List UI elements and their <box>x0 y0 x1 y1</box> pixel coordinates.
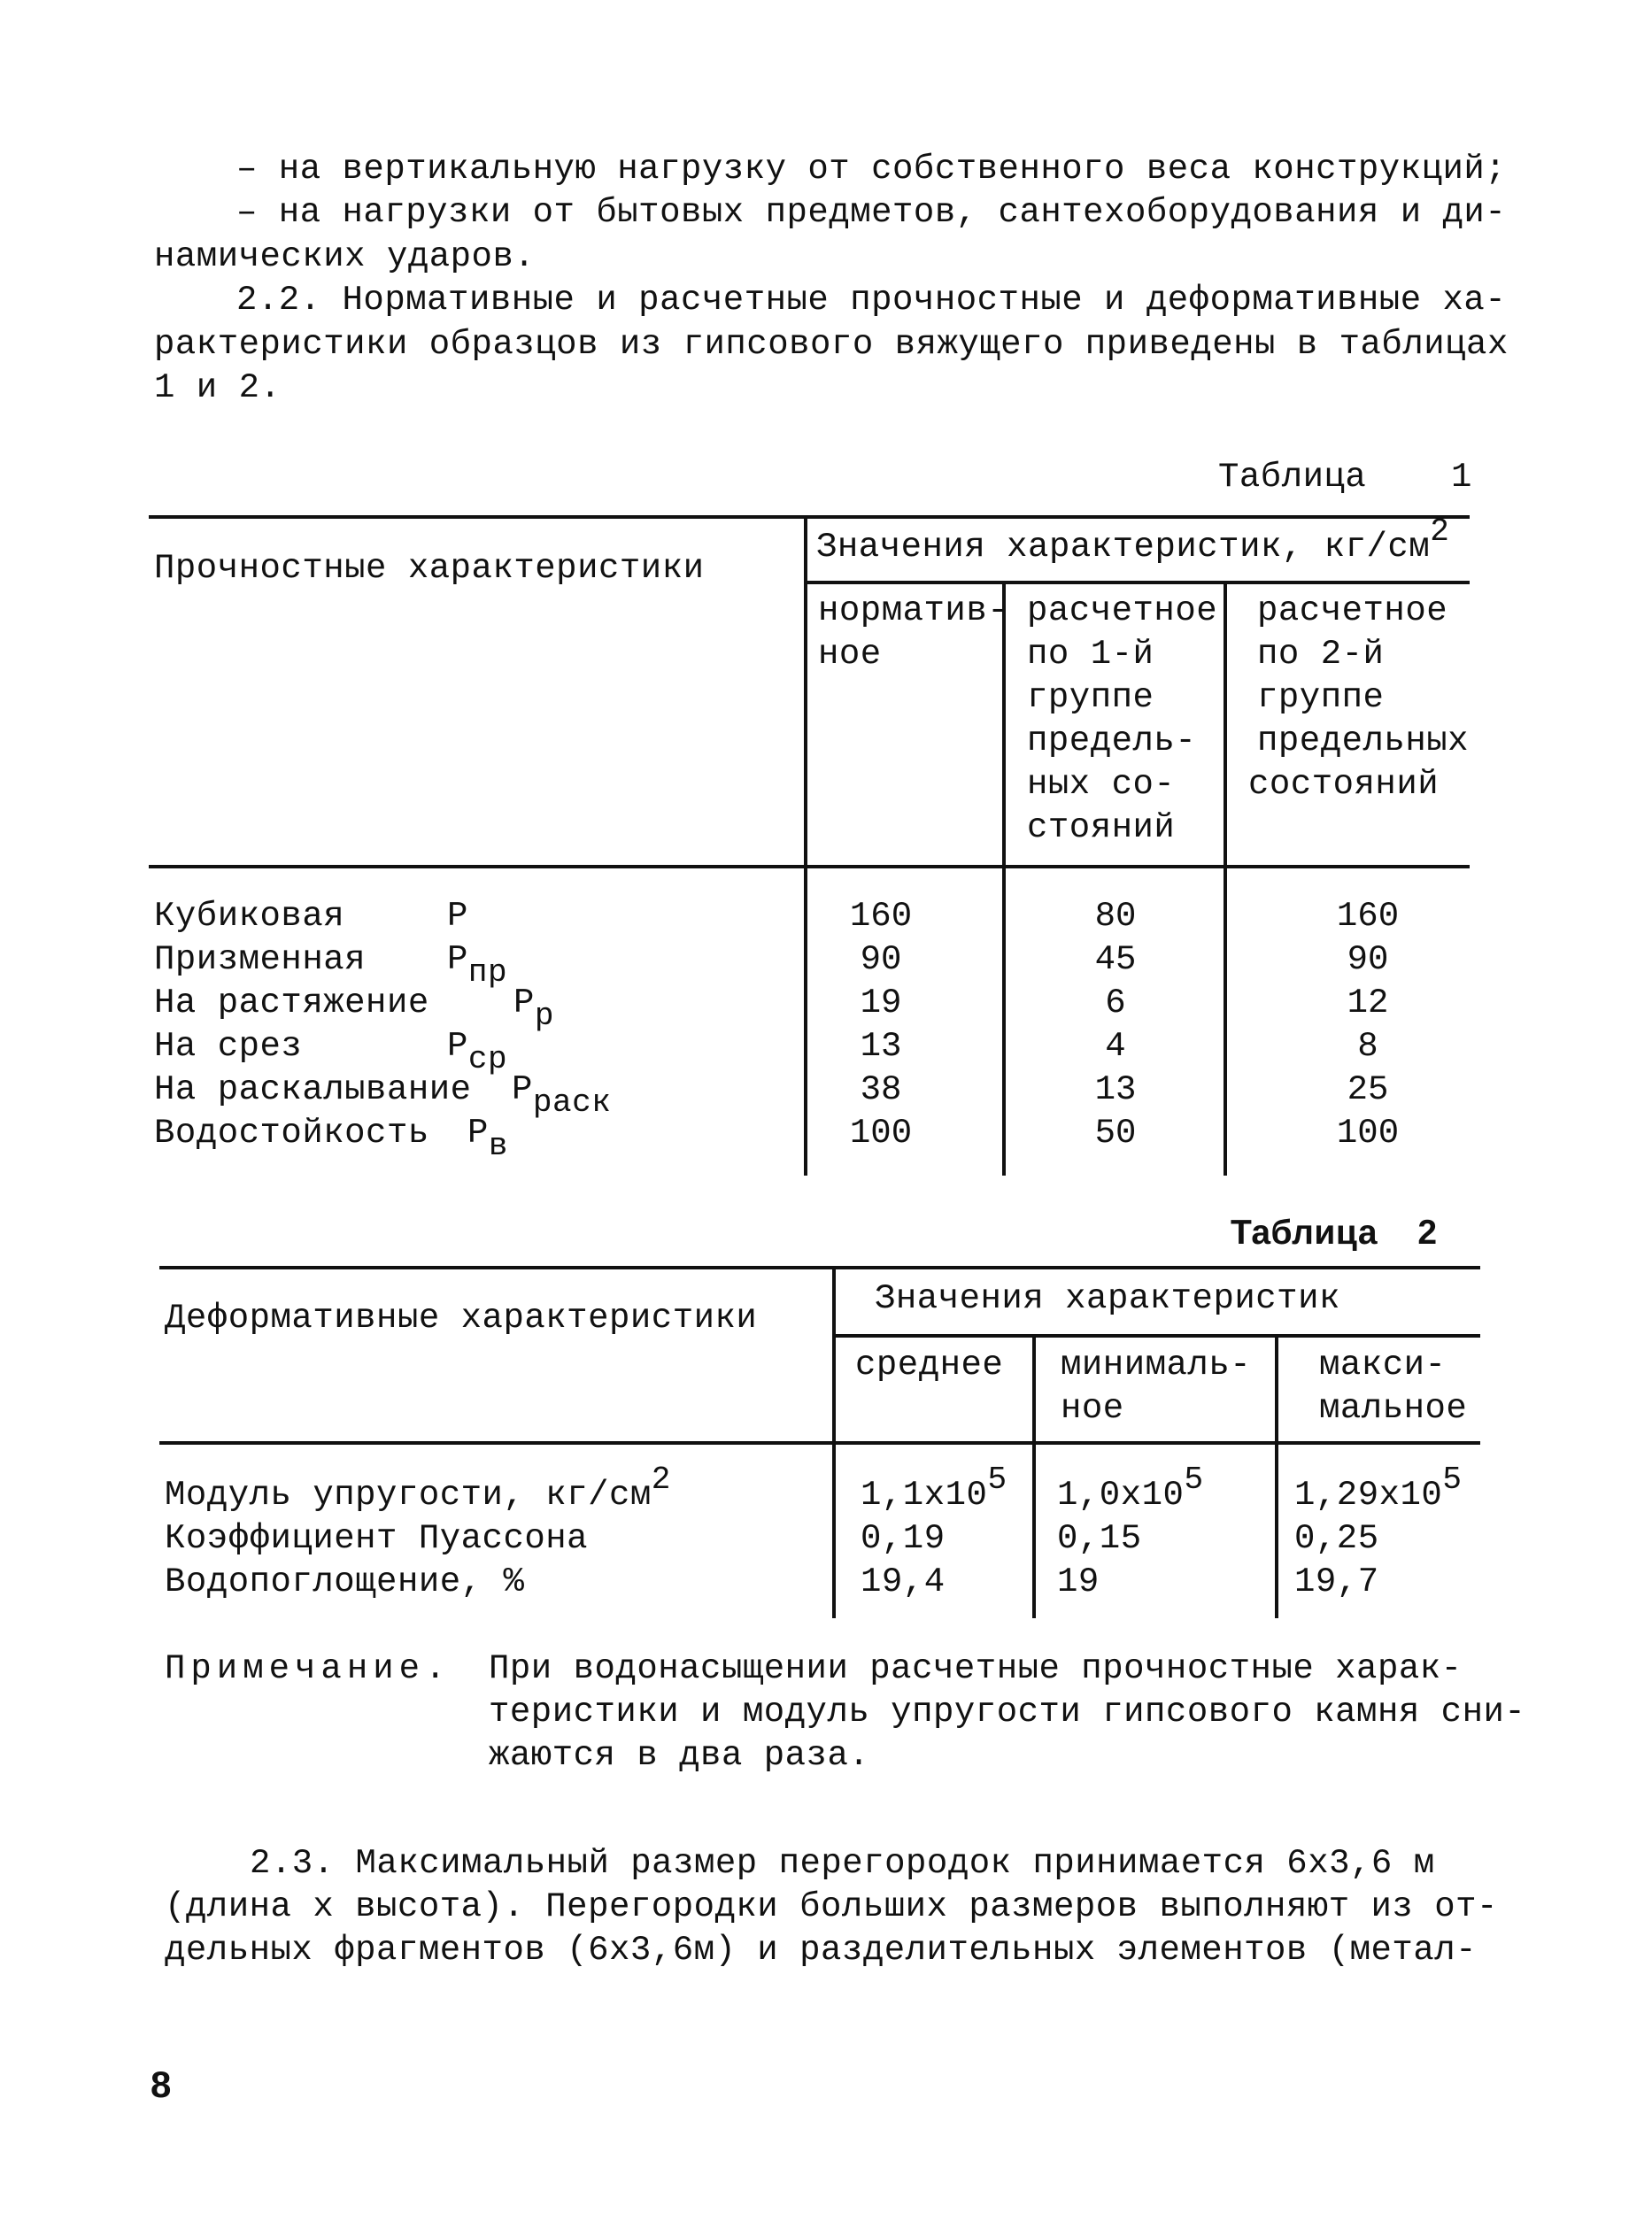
table1-row-5-v1: 38 <box>860 1070 902 1109</box>
section23-line-2: (длина x высота). Перегородки больших размеров выполняют из от- <box>165 1887 1498 1926</box>
table1-row-5-v2: 13 <box>1094 1070 1137 1109</box>
table1-col3-line-1: расчетное <box>1257 591 1448 630</box>
intro-line-5: рактеристики образцов из гипсового вяжущего приведены в таблицах <box>154 325 1509 364</box>
table1-col3-line-2: по 2-й <box>1257 635 1385 674</box>
table1-row-4-v3: 8 <box>1357 1027 1378 1066</box>
table2-vline-2 <box>1032 1336 1036 1618</box>
table2-row-2-v1: 0,19 <box>861 1519 946 1558</box>
table2-row-2-v3: 0,25 <box>1294 1519 1379 1558</box>
table1-col2-line-4: предель- <box>1027 721 1197 760</box>
intro-line-4: 2.2. Нормативные и расчетные прочностные и деформативные ха- <box>236 281 1507 320</box>
table1-col2-line-1: расчетное <box>1027 591 1218 630</box>
table2-row-2-v2: 0,15 <box>1057 1519 1142 1558</box>
table1-row-4-label: На срез <box>154 1027 303 1066</box>
table1-col3-line-5: состояний <box>1248 765 1440 804</box>
table1-row-2-v2: 45 <box>1094 940 1137 979</box>
table1-row-3-v2: 6 <box>1105 984 1126 1022</box>
table1-row-6-v3: 100 <box>1336 1114 1400 1153</box>
table2-row-1-v1: $1,1x10^5$ <box>861 1462 1007 1515</box>
table1-row-6-label: Водостойкость <box>154 1114 429 1153</box>
table1-row-3-symbol: $P_р$ <box>513 984 555 1034</box>
table2-caption: Таблица 2 <box>1231 1214 1438 1252</box>
table2-row-1-v3: $1,29x10^5$ <box>1294 1462 1463 1515</box>
table1-row-4-v1: 13 <box>860 1027 902 1066</box>
table1-row-3-label: На растяжение <box>154 984 429 1022</box>
table1-row-6-v2: 50 <box>1094 1114 1137 1153</box>
intro-line-6: 1 и 2. <box>154 368 282 407</box>
table1-vline-2 <box>1002 582 1006 1176</box>
note-line-3: жаются в два раза. <box>489 1736 870 1775</box>
table2-group-rule <box>832 1334 1480 1338</box>
table1-row-4-symbol: $P_{ср}$ <box>447 1027 508 1077</box>
table1-col2-line-5: ных со- <box>1027 765 1176 804</box>
intro-line-1: – на вертикальную нагрузку от собственного веса конструкций; <box>236 150 1507 189</box>
table1-row-6-symbol: $P_в$ <box>467 1114 509 1164</box>
table1-col3-line-4: предельных <box>1257 721 1470 760</box>
table1-row-1-v3: 160 <box>1336 897 1400 936</box>
table1-header-rule <box>149 865 1470 868</box>
page-number: 8 <box>151 2063 172 2105</box>
intro-line-2: – на нагрузки от бытовых предметов, сантехоборудования и ди- <box>236 193 1507 232</box>
table1-col2-line-2: по 1-й <box>1027 635 1154 674</box>
table1-col2-line-3: группе <box>1027 678 1154 717</box>
table2-row-3-v3: 19,7 <box>1294 1562 1379 1601</box>
table2-header-rule <box>159 1441 1480 1445</box>
table2-row-1-label: Модуль упругости, $кг/см^2$ <box>165 1462 671 1515</box>
table1-row-header: Прочностные характеристики <box>154 549 705 588</box>
intro-line-3: намических ударов. <box>154 237 536 276</box>
table2-vline-3 <box>1275 1336 1278 1618</box>
table1-group-header: Значения характеристик, $кг/см^2$ <box>816 513 1450 567</box>
table1-row-2-v1: 90 <box>860 940 902 979</box>
table1-top-rule <box>149 515 1470 519</box>
table2-row-2-label: Коэффициент Пуассона <box>165 1519 589 1558</box>
table1-row-2-label: Призменная <box>154 940 367 979</box>
table1-row-2-symbol: $P_{пр}$ <box>447 940 508 991</box>
table1-row-3-v3: 12 <box>1347 984 1389 1022</box>
table1-vline-3 <box>1224 582 1227 1176</box>
table1-row-5-v3: 25 <box>1347 1070 1389 1109</box>
table2-row-1-v2: $1,0x10^5$ <box>1057 1462 1204 1515</box>
table1-row-1-label: Кубиковая <box>154 897 345 936</box>
table1-row-1-v1: 160 <box>849 897 913 936</box>
table2-col3-line-2: мальное <box>1319 1389 1468 1428</box>
section23-line-3: дельных фрагментов (6x3,6м) и разделительных элементов (метал- <box>165 1931 1478 1970</box>
table2-group-header: Значения характеристик <box>875 1279 1340 1318</box>
table2-row-3-v1: 19,4 <box>861 1562 946 1601</box>
table1-caption: Таблица 1 <box>1218 458 1472 497</box>
note-label: Примечание. <box>165 1649 452 1688</box>
table1-group-rule <box>804 581 1470 584</box>
table1-col2-line-6: стояний <box>1027 808 1176 847</box>
table1-row-4-v2: 4 <box>1105 1027 1126 1066</box>
note-line-1: При водонасыщении расчетные прочностные харак- <box>489 1649 1463 1688</box>
table1-row-5-label: На раскалывание <box>154 1070 472 1109</box>
table2-col2-line-2: ное <box>1061 1389 1124 1428</box>
table2-col1-line-1: среднее <box>855 1346 1004 1385</box>
table2-col2-line-1: минималь- <box>1061 1346 1252 1385</box>
table2-row-3-label: Водопоглощение, % <box>165 1562 525 1601</box>
section23-line-1: 2.3. Максимальный размер перегородок принимается 6x3,6 м <box>250 1844 1435 1883</box>
table1-col1-line-2: ное <box>818 635 882 674</box>
table1-row-1-symbol: P <box>447 897 468 936</box>
table1-row-1-v2: 80 <box>1094 897 1137 936</box>
table1-row-5-symbol: $P_{раск}$ <box>512 1070 612 1121</box>
table2-row-3-v2: 19 <box>1057 1562 1100 1601</box>
table1-row-3-v1: 19 <box>860 984 902 1022</box>
table2-top-rule <box>159 1266 1480 1269</box>
table2-row-header: Деформативные характеристики <box>165 1299 758 1338</box>
table1-row-6-v1: 100 <box>849 1114 913 1153</box>
table1-col1-line-1: норматив- <box>818 591 1009 630</box>
table1-col3-line-3: группе <box>1257 678 1385 717</box>
note-line-2: теристики и модуль упругости гипсового камня сни- <box>489 1693 1526 1732</box>
table2-col3-line-1: макси- <box>1319 1346 1447 1385</box>
table1-row-2-v3: 90 <box>1347 940 1389 979</box>
